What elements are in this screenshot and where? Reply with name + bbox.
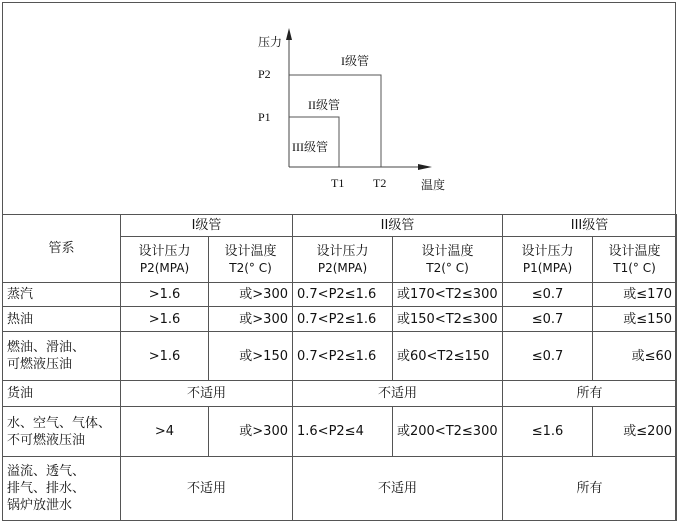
pipe-system-header: 管系 [3, 215, 121, 283]
group-header: III级管 [503, 215, 677, 237]
value-cell: 0.7<P2≤1.6 [293, 307, 393, 332]
table-row [3, 457, 677, 521]
merged-cell: 所有 [503, 381, 677, 407]
table-row [3, 407, 677, 457]
subheader-cell [121, 237, 209, 283]
value-cell: ≤0.7 [503, 332, 593, 381]
subheader-cell [393, 237, 503, 283]
table-row [3, 332, 677, 381]
name-line: 水、空气、气体、 [7, 415, 112, 431]
header-row [3, 215, 677, 237]
subheader-line: P1(MPA) [522, 260, 573, 275]
value-cell: 或170<T2≤300 [393, 283, 503, 307]
value-cell: 或≤150 [593, 307, 677, 332]
subheader-line: 设计温度 [608, 243, 661, 259]
value-cell: 或≤60 [593, 332, 677, 381]
subheader-line: T1(° C) [613, 260, 656, 275]
name-line: 不可燃液压油 [7, 432, 86, 448]
value-cell: ≤0.7 [503, 307, 593, 332]
p2-label: P2 [258, 67, 271, 81]
value-cell: >4 [121, 407, 209, 457]
class1-label: I级管 [341, 54, 369, 68]
subheader-line: 设计压力 [138, 243, 191, 259]
pressure-temperature-diagram [0, 0, 680, 214]
value-cell: 1.6<P2≤4 [293, 407, 393, 457]
pipe-class-table [2, 214, 677, 521]
merged-cell: 不适用 [121, 381, 293, 407]
pipe-system-name [3, 407, 121, 457]
value-cell: 或≤170 [593, 283, 677, 307]
value-cell: ≤1.6 [503, 407, 593, 457]
value-cell: 0.7<P2≤1.6 [293, 332, 393, 381]
name-line: 蒸汽 [7, 287, 34, 302]
table-body [3, 283, 677, 521]
subheader-line: 设计压力 [316, 243, 369, 259]
value-cell: 0.7<P2≤1.6 [293, 283, 393, 307]
class2-label: II级管 [308, 98, 340, 112]
name-line: 排气、排水、 [7, 481, 86, 496]
group-header: II级管 [293, 215, 503, 237]
pipe-system-name [3, 307, 121, 332]
table-row [3, 381, 677, 407]
subheader-line: T2(° C) [426, 260, 469, 275]
value-cell: 或>150 [209, 332, 293, 381]
merged-cell: 不适用 [293, 457, 503, 521]
subheader-line: 设计温度 [421, 243, 474, 259]
p1-label: P1 [258, 110, 271, 124]
subheader-cell [503, 237, 593, 283]
pipe-system-name [3, 332, 121, 381]
value-cell: 或>300 [209, 407, 293, 457]
subheader-line: P2(MPA) [139, 260, 190, 275]
value-cell: 或150<T2≤300 [393, 307, 503, 332]
x-axis-arrow [418, 164, 432, 170]
pipe-system-name [3, 283, 121, 307]
name-line: 货油 [7, 386, 34, 401]
pipe-system-name [3, 381, 121, 407]
subheader-cell [209, 237, 293, 283]
value-cell: >1.6 [121, 307, 209, 332]
name-line: 可燃液压油 [7, 357, 73, 372]
subheader-line: P2(MPA) [317, 260, 368, 275]
value-cell: ≤0.7 [503, 283, 593, 307]
subheader-cell [593, 237, 677, 283]
name-line: 热油 [7, 311, 34, 327]
x-axis-label: 温度 [421, 178, 446, 192]
value-cell: 或60<T2≤150 [393, 332, 503, 381]
subheader-line: 设计压力 [521, 243, 574, 259]
value-cell: 或>300 [209, 307, 293, 332]
value-cell: >1.6 [121, 283, 209, 307]
subheader-line: 设计温度 [224, 243, 277, 259]
t1-label: T1 [331, 176, 345, 190]
table-row [3, 283, 677, 307]
value-cell: 或200<T2≤300 [393, 407, 503, 457]
t2-label: T2 [373, 176, 387, 190]
merged-cell: 不适用 [293, 381, 503, 407]
value-cell: >1.6 [121, 332, 209, 381]
value-cell: 或>300 [209, 283, 293, 307]
pipe-system-name [3, 457, 121, 521]
subheader-line: T2(° C) [229, 260, 272, 275]
table-row [3, 307, 677, 332]
class3-label: III级管 [292, 140, 328, 154]
merged-cell: 所有 [503, 457, 677, 521]
y-axis-arrow [286, 28, 292, 40]
merged-cell: 不适用 [121, 457, 293, 521]
group-header: I级管 [121, 215, 293, 237]
y-axis-label: 压力 [258, 35, 283, 49]
value-cell: 或≤200 [593, 407, 677, 457]
subheader-cell [293, 237, 393, 283]
name-line: 燃油、滑油、 [7, 340, 86, 355]
name-line: 锅炉放泄水 [7, 498, 73, 513]
name-line: 溢流、透气、 [7, 464, 86, 479]
